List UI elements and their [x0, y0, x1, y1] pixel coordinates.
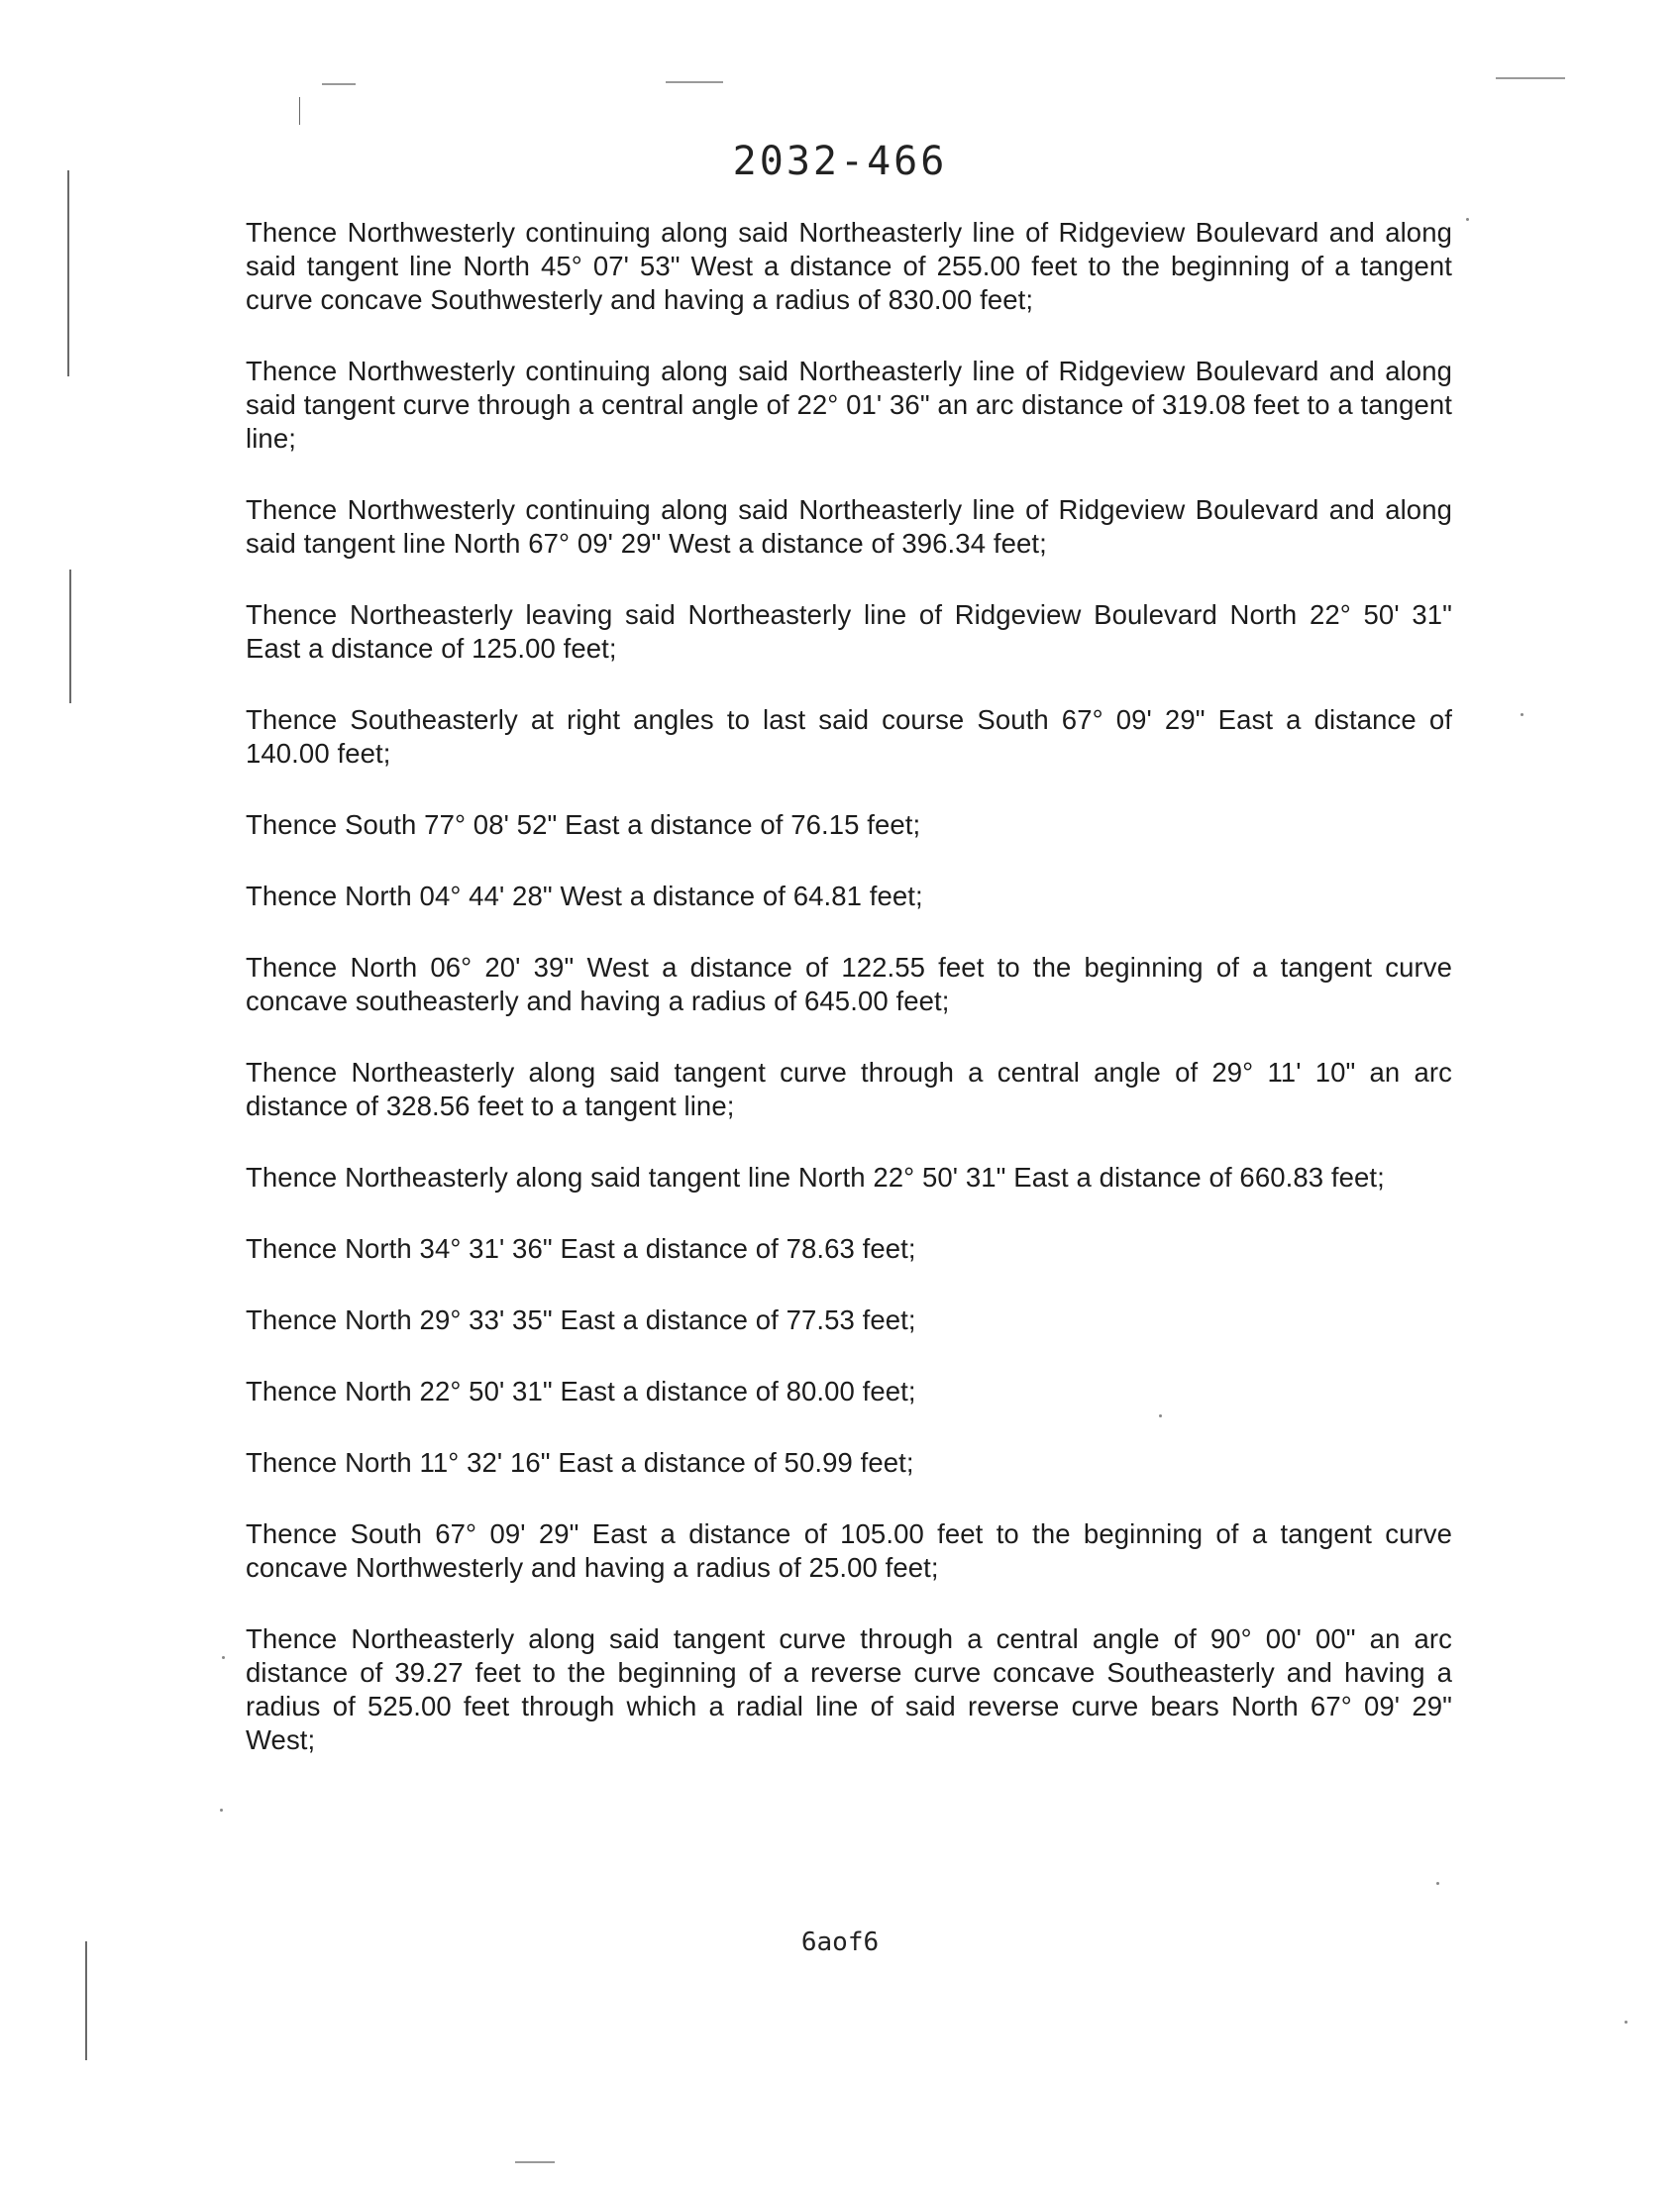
scan-speck-4 — [222, 1656, 225, 1659]
course-paragraph-8: Thence North 06° 20' 39" West a distance of 122.55 feet to the beginning of a tangent curve concave southeasterly and having a radius of 645.00 feet; — [246, 952, 1452, 1016]
course-paragraph-2: Thence Northwesterly continuing along said Northeasterly line of Ridgeview Boulevard and along said tangent curve through a central angle of 22° 01' 36" an arc distance of 319.08 feet to a tangent line; — [246, 356, 1452, 454]
scan-dash-bottom — [515, 2161, 555, 2163]
scan-speck-6 — [1436, 1882, 1439, 1885]
course-paragraph-12: Thence North 29° 33' 35" East a distance of 77.53 feet; — [246, 1304, 916, 1335]
course-paragraph-6: Thence South 77° 08' 52" East a distance of 76.15 feet; — [246, 809, 921, 840]
course-paragraph-1: Thence Northwesterly continuing along said Northeasterly line of Ridgeview Boulevard and along said tangent line North 45° 07' 53" West a distance of 255.00 feet to the beginning of a tangent curve concave Southwesterly and having a radius of 830.00 feet; — [246, 217, 1452, 315]
course-paragraph-3: Thence Northwesterly continuing along said Northeasterly line of Ridgeview Boulevard and along said tangent line North 67° 09' 29" West a distance of 396.34 feet; — [246, 494, 1452, 559]
course-paragraph-11: Thence North 34° 31' 36" East a distance of 78.63 feet; — [246, 1233, 916, 1264]
course-paragraph-10: Thence Northeasterly along said tangent line North 22° 50' 31" East a distance of 660.83 feet; — [246, 1162, 1385, 1193]
scan-edge-tick — [299, 97, 300, 125]
course-paragraph-16: Thence Northeasterly along said tangent curve through a central angle of 90° 00' 00" an arc distance of 39.27 feet to the beginning of a reverse curve concave Southeasterly and having a radius of 525.00 feet through which a radial line of said reverse curve bears North 67° 09' 29" West; — [246, 1623, 1452, 1755]
scan-dash-top-2 — [666, 81, 723, 83]
document-number: 2032-466 — [732, 139, 948, 184]
scan-edge-line-top — [67, 170, 69, 376]
course-paragraph-13: Thence North 22° 50' 31" East a distance of 80.00 feet; — [246, 1376, 916, 1406]
scan-speck-2 — [1521, 713, 1523, 716]
scan-dash-top-1 — [322, 83, 356, 85]
course-paragraph-5: Thence Southeasterly at right angles to last said course South 67° 09' 29" East a distance of 140.00 feet; — [246, 704, 1452, 769]
scan-speck-3 — [1159, 1414, 1162, 1417]
course-paragraph-14: Thence North 11° 32' 16" East a distance of 50.99 feet; — [246, 1447, 914, 1478]
course-paragraph-4: Thence Northeasterly leaving said Northeasterly line of Ridgeview Boulevard North 22° 50' 31" East a distance of 125.00 feet; — [246, 599, 1452, 664]
scan-edge-line-bottom — [85, 1941, 87, 2060]
scan-speck-1 — [1466, 218, 1469, 221]
page-label: 6aof6 — [800, 1927, 880, 1957]
scan-speck-5 — [220, 1809, 223, 1812]
course-paragraph-15: Thence South 67° 09' 29" East a distance of 105.00 feet to the beginning of a tangent curve concave Northwesterly and having a radius of 25.00 feet; — [246, 1518, 1452, 1583]
course-paragraph-9: Thence Northeasterly along said tangent curve through a central angle of 29° 11' 10" an arc distance of 328.56 feet to a tangent line; — [246, 1057, 1452, 1121]
scan-edge-line-middle — [69, 570, 71, 703]
course-paragraph-7: Thence North 04° 44' 28" West a distance of 64.81 feet; — [246, 881, 923, 911]
scan-speck-7 — [1625, 2021, 1628, 2024]
legal-description-body — [246, 216, 1452, 1795]
scan-dash-top-3 — [1496, 77, 1565, 79]
